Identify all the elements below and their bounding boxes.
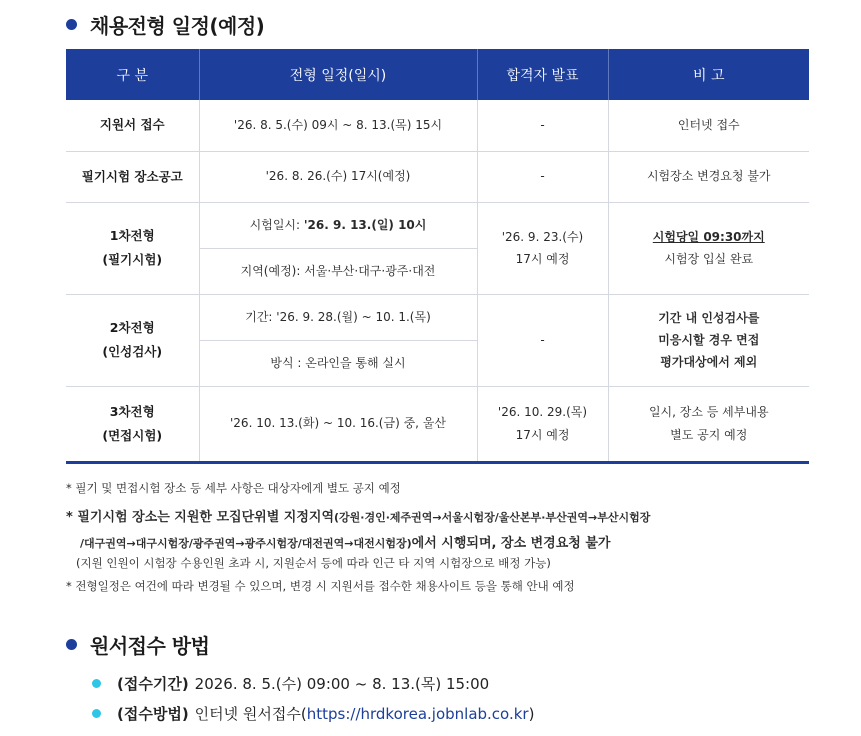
category-line: 3차전형: [109, 403, 155, 419]
result-line: 17시 예정: [515, 427, 570, 442]
note-region-list: /대구권역→대구시험장/광주권역→광주시험장/대전권역→대전시험장): [80, 537, 412, 550]
schedule-table: [66, 49, 809, 464]
note-text: * 필기 및 면접시험 장소 등 세부 사항은 대상자에게 별도 공지 예정: [66, 481, 401, 495]
row-schedule-sub: 방식 : 온라인을 통해 실시: [199, 340, 477, 386]
note-line: 미응시할 경우 면접: [658, 332, 760, 347]
item-label: (접수기간): [117, 675, 189, 693]
table-header-row: [66, 49, 809, 100]
category-line: 1차전형: [109, 228, 155, 244]
row-schedule-sub: 기간: '26. 9. 28.(월) ~ 10. 1.(목): [199, 294, 477, 340]
row-schedule-sub: [199, 202, 477, 248]
row-category: [66, 202, 199, 294]
table-row: [66, 202, 809, 248]
section-schedule-title: [66, 10, 264, 39]
category-line: (인성검사): [102, 344, 163, 359]
note-text: (지원 인원이 시험장 수용인원 초과 시, 지원순서 등에 따라 인근 타 지역 시험장으로 배정 가능): [76, 556, 551, 570]
row-result: [477, 386, 608, 462]
row-result: -: [477, 151, 608, 202]
application-site-link[interactable]: https://hrdkorea.jobnlab.co.kr: [306, 704, 529, 723]
note-line: 일시, 장소 등 세부내용: [648, 405, 769, 420]
header-category: 구 분: [66, 49, 199, 100]
row-category: [66, 294, 199, 386]
row-note: [608, 294, 809, 386]
schedule-date: '26. 9. 13.(일) 10시: [303, 217, 427, 232]
header-note: 비 고: [608, 49, 809, 100]
bullet-dot-icon: [92, 709, 101, 718]
note-emphasis-a: * 필기시험 장소는 지원한 모집단위별 지정지역: [66, 510, 335, 525]
category-line: (면접시험): [102, 427, 163, 443]
item-text: 인터넷 원서접수(: [194, 705, 307, 723]
row-category: 지원서 접수: [66, 100, 199, 151]
bullet-dot-icon: [66, 639, 77, 650]
row-category: 필기시험 장소공고: [66, 151, 199, 202]
row-note: [608, 202, 809, 294]
header-result: 합격자 발표: [477, 49, 608, 100]
result-line: 17시 예정: [515, 252, 570, 266]
schedule-prefix: 시험일시:: [249, 217, 304, 232]
result-line: '26. 9. 23.(수): [501, 229, 584, 244]
note-line: 기간 내 인성검사를: [658, 310, 760, 325]
section-title-text: 채용전형 일정(예정): [90, 14, 265, 38]
row-schedule: '26. 10. 13.(화) ~ 10. 16.(금) 중, 울산: [199, 386, 477, 462]
section-application-title: [66, 630, 209, 659]
row-note: 인터넷 접수: [608, 100, 809, 151]
row-result: -: [477, 100, 608, 151]
section-title-text: 원서접수 방법: [90, 634, 210, 658]
category-line: 2차전형: [109, 320, 155, 336]
bullet-dot-icon: [92, 679, 101, 688]
note-text-emphasis: [66, 506, 650, 525]
item-text: 2026. 8. 5.(수) 09:00 ~ 8. 13.(목) 15:00: [194, 675, 490, 693]
row-result: -: [477, 294, 608, 386]
note-text-emphasis-cont: [80, 532, 611, 551]
row-schedule: '26. 8. 5.(수) 09시 ~ 8. 13.(목) 15시: [199, 100, 477, 151]
row-note: 시험장소 변경요청 불가: [608, 151, 809, 202]
bullet-dot-icon: [66, 19, 77, 30]
note-line: 평가대상에서 제외: [660, 355, 758, 370]
row-schedule: '26. 8. 26.(수) 17시(예정): [199, 151, 477, 202]
row-category: [66, 386, 199, 462]
result-line: '26. 10. 29.(목): [497, 405, 588, 420]
item-label: (접수방법): [117, 705, 189, 723]
table-row: [66, 294, 809, 340]
row-note: [608, 386, 809, 462]
note-region-list: (강원·경인·제주권역→서울시험장/울산본부·부산권역→부산시험장: [334, 511, 651, 524]
note-line: 별도 공지 예정: [670, 427, 748, 442]
table-row: [66, 386, 809, 462]
row-schedule-sub: 지역(예정): 서울·부산·대구·광주·대전: [199, 248, 477, 294]
note-emphasis-d: 에서 시행되며, 장소 변경요청 불가: [411, 536, 611, 551]
note-line: 시험당일 09:30까지: [652, 229, 765, 244]
table-row: [66, 100, 809, 151]
table-row: [66, 151, 809, 202]
item-text: ): [528, 704, 535, 723]
list-item: [92, 703, 534, 724]
category-line: (필기시험): [102, 252, 163, 267]
list-item: [92, 673, 489, 694]
note-line: 시험장 입실 완료: [664, 252, 754, 266]
row-result: [477, 202, 608, 294]
header-schedule: 전형 일정(일시): [199, 49, 477, 100]
note-text: * 전형일정은 여건에 따라 변경될 수 있으며, 변경 시 지원서를 접수한 채용사이트 등을 통해 안내 예정: [66, 579, 575, 593]
